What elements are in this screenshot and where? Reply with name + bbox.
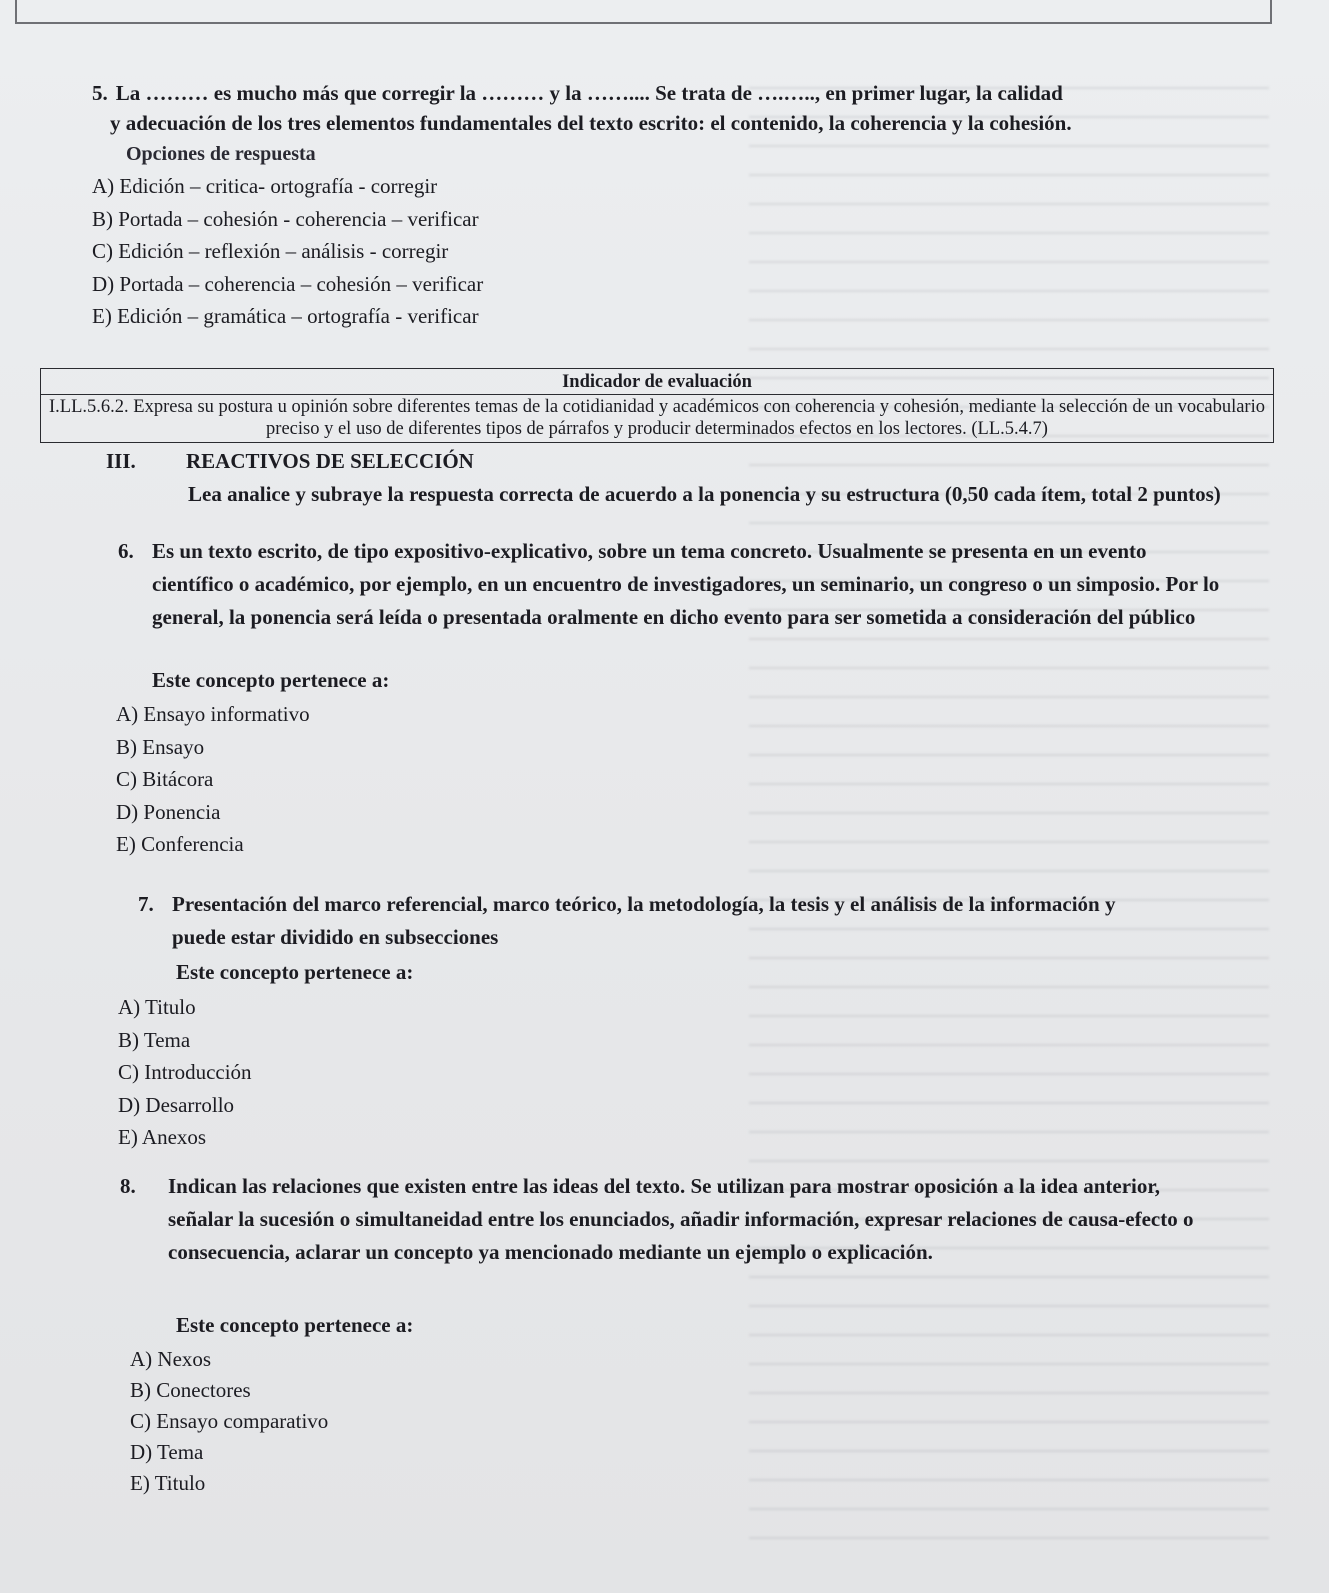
question-5-line-1	[92, 78, 1222, 108]
question-5-options	[92, 170, 483, 333]
question-6-row	[118, 535, 1228, 634]
question-7-options	[118, 991, 252, 1154]
question-6-options	[116, 698, 310, 861]
question-5-option-e[interactable]: E) Edición – gramática – ortografía - verificar	[92, 304, 479, 328]
section-roman-numeral: III.	[106, 449, 136, 473]
question-5-text-line-1: La ……… es mucho más que corregir la ……… y la …….... Se trata de ….….., en primer lugar, la calidad	[115, 81, 1063, 105]
question-7	[138, 888, 1118, 954]
question-7-number: 7.	[138, 892, 154, 916]
question-7-row	[138, 888, 1118, 954]
question-5-option-a[interactable]: A) Edición – critica- ortografía - corregir	[92, 174, 438, 198]
question-6-option-d[interactable]: D) Ponencia	[116, 799, 221, 824]
evaluation-indicator-table	[40, 368, 1274, 443]
question-7-option-d[interactable]: D) Desarrollo	[118, 1092, 235, 1117]
question-8-text: Indican las relaciones que existen entre las ideas del texto. Se utilizan para mostrar oposición a la idea anterior, señalar la sucesión o simultaneidad entre los enunciados, añadir información, expresar relaciones de causa-efecto o consecuencia, aclarar un concepto ya mencionado mediante un ejemplo o explicación.	[168, 1174, 1194, 1264]
question-8-option-d[interactable]: D) Tema	[130, 1440, 204, 1464]
question-7-option-a[interactable]: A) Titulo	[118, 995, 196, 1019]
show-through-text	[749, 60, 1269, 1540]
question-5	[92, 78, 1222, 138]
evaluation-indicator-title: Indicador de evaluación	[41, 369, 1273, 395]
question-6-option-e[interactable]: E) Conferencia	[116, 832, 244, 856]
question-6	[118, 535, 1228, 634]
section-title: REACTIVOS DE SELECCIÓN	[186, 449, 474, 473]
question-6-number: 6.	[118, 539, 134, 563]
question-5-text-line-2: y adecuación de los tres elementos fundamentales del texto escrito: el contenido, la coherencia y la cohesión.	[110, 111, 1072, 135]
question-8-concept-prompt: Este concepto pertenece a:	[176, 1313, 414, 1337]
question-8-options	[130, 1344, 328, 1499]
question-7-option-e[interactable]: E) Anexos	[118, 1125, 207, 1149]
evaluation-indicator-text: I.LL.5.6.2. Expresa su postura u opinión sobre diferentes temas de la cotidianidad y académicos con coherencia y cohesión, mediante la selección de un vocabulario preciso y el uso de diferentes tipos de párrafos y producir determinados efectos en los lectores. (LL.5.4.7)	[49, 397, 1265, 439]
question-5-option-d[interactable]: D) Portada – coherencia – cohesión – verificar	[92, 271, 484, 296]
question-5-options-label: Opciones de respuesta	[126, 143, 316, 165]
question-5-option-b[interactable]: B) Portada – cohesión - coherencia – verificar	[92, 206, 479, 231]
question-8	[120, 1170, 1220, 1269]
question-6-option-b[interactable]: B) Ensayo	[116, 734, 205, 759]
question-7-text: Presentación del marco referencial, marco teórico, la metodología, la tesis y el análisis de la información y puede estar dividido en subsecciones	[172, 892, 1116, 949]
question-8-option-c[interactable]: C) Ensayo comparativo	[130, 1409, 329, 1433]
question-7-option-b[interactable]: B) Tema	[118, 1027, 191, 1052]
question-7-option-c[interactable]: C) Introducción	[118, 1060, 252, 1084]
question-6-option-c[interactable]: C) Bitácora	[116, 767, 214, 791]
question-5-option-c[interactable]: C) Edición – reflexión – análisis - corregir	[92, 239, 449, 263]
top-table-border	[15, 0, 1272, 24]
question-8-option-b[interactable]: B) Conectores	[130, 1378, 251, 1402]
question-6-text: Es un texto escrito, de tipo expositivo-explicativo, sobre un tema concreto. Usualmente se presenta en un evento científico o académico, por ejemplo, en un encuentro de investigadores, un seminario, un congreso o un simposio. Por lo general, la ponencia será leída o presentada oralmente en dicho evento para ser sometida a consideración del público	[152, 539, 1220, 629]
question-6-option-a[interactable]: A) Ensayo informativo	[116, 702, 310, 726]
question-8-number: 8.	[120, 1174, 136, 1198]
question-7-concept-prompt: Este concepto pertenece a:	[176, 960, 414, 984]
question-6-concept-prompt: Este concepto pertenece a:	[152, 668, 390, 692]
question-8-option-e[interactable]: E) Titulo	[130, 1471, 206, 1495]
question-8-option-a[interactable]: A) Nexos	[130, 1347, 212, 1371]
section-instruction: Lea analice y subraye la respuesta correcta de acuerdo a la ponencia y su estructura (0,50 cada ítem, total 2 puntos)	[188, 482, 1221, 506]
section-heading	[106, 449, 474, 474]
question-8-row	[120, 1170, 1220, 1269]
question-5-number: 5.	[92, 81, 108, 105]
